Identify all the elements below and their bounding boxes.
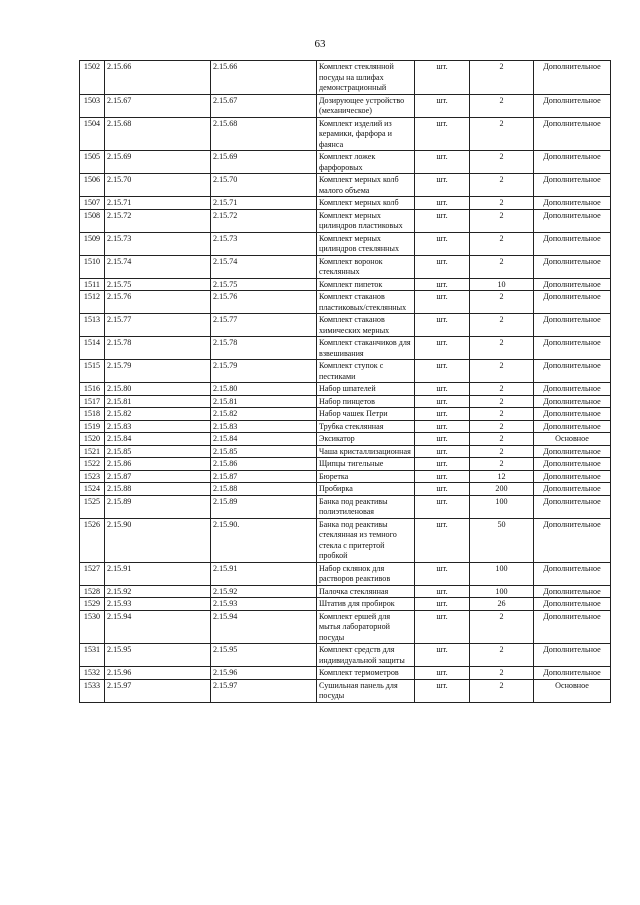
table-row: [80, 679, 611, 702]
item-unit: шт.: [415, 585, 470, 598]
item-code: 2.15.96: [105, 667, 211, 680]
item-code-secondary: 2.15.71: [211, 197, 317, 210]
item-type: Дополнительное: [534, 420, 611, 433]
table-row: [80, 518, 611, 562]
table-row: [80, 644, 611, 667]
item-code: 2.15.80: [105, 383, 211, 396]
item-quantity: 2: [470, 314, 534, 337]
item-code: 2.15.69: [105, 151, 211, 174]
row-number: 1524: [80, 483, 105, 496]
table-row: [80, 174, 611, 197]
item-name: Комплект воронок стеклянных: [317, 255, 415, 278]
item-type: Дополнительное: [534, 255, 611, 278]
item-code: 2.15.89: [105, 495, 211, 518]
item-type: Дополнительное: [534, 232, 611, 255]
item-type: Дополнительное: [534, 197, 611, 210]
row-number: 1529: [80, 598, 105, 611]
item-quantity: 2: [470, 337, 534, 360]
item-name: Комплект мерных колб малого объема: [317, 174, 415, 197]
item-code-secondary: 2.15.89: [211, 495, 317, 518]
item-unit: шт.: [415, 679, 470, 702]
row-number: 1513: [80, 314, 105, 337]
item-unit: шт.: [415, 518, 470, 562]
item-unit: шт.: [415, 495, 470, 518]
item-name: Комплект стаканов химических мерных: [317, 314, 415, 337]
item-code-secondary: 2.15.79: [211, 360, 317, 383]
item-name: Палочка стеклянная: [317, 585, 415, 598]
table-row: [80, 255, 611, 278]
item-unit: шт.: [415, 395, 470, 408]
item-type: Дополнительное: [534, 209, 611, 232]
item-code-secondary: 2.15.90.: [211, 518, 317, 562]
item-unit: шт.: [415, 174, 470, 197]
item-quantity: 50: [470, 518, 534, 562]
item-quantity: 2: [470, 679, 534, 702]
item-name: Набор чашек Петри: [317, 408, 415, 421]
item-type: Дополнительное: [534, 445, 611, 458]
item-type: Дополнительное: [534, 94, 611, 117]
item-type: Дополнительное: [534, 61, 611, 95]
item-quantity: 2: [470, 458, 534, 471]
item-quantity: 2: [470, 383, 534, 396]
item-code: 2.15.88: [105, 483, 211, 496]
row-number: 1521: [80, 445, 105, 458]
item-unit: шт.: [415, 562, 470, 585]
item-unit: шт.: [415, 314, 470, 337]
table-row: [80, 337, 611, 360]
item-type: Дополнительное: [534, 518, 611, 562]
item-code-secondary: 2.15.69: [211, 151, 317, 174]
item-code-secondary: 2.15.92: [211, 585, 317, 598]
item-unit: шт.: [415, 483, 470, 496]
table-row: [80, 117, 611, 151]
item-type: Дополнительное: [534, 562, 611, 585]
row-number: 1506: [80, 174, 105, 197]
row-number: 1507: [80, 197, 105, 210]
table-row: [80, 151, 611, 174]
row-number: 1523: [80, 470, 105, 483]
item-type: Дополнительное: [534, 470, 611, 483]
item-unit: шт.: [415, 420, 470, 433]
item-code-secondary: 2.15.84: [211, 433, 317, 446]
item-type: Дополнительное: [534, 151, 611, 174]
item-code: 2.15.90: [105, 518, 211, 562]
item-code: 2.15.82: [105, 408, 211, 421]
item-type: Дополнительное: [534, 667, 611, 680]
item-type: Дополнительное: [534, 360, 611, 383]
table-row: [80, 383, 611, 396]
item-quantity: 100: [470, 495, 534, 518]
item-unit: шт.: [415, 117, 470, 151]
item-unit: шт.: [415, 209, 470, 232]
item-name: Штатив для пробирок: [317, 598, 415, 611]
item-quantity: 2: [470, 117, 534, 151]
item-unit: шт.: [415, 291, 470, 314]
item-name: Дозирующее устройство (механическое): [317, 94, 415, 117]
item-unit: шт.: [415, 337, 470, 360]
item-name: Щипцы тигельные: [317, 458, 415, 471]
table-row: [80, 562, 611, 585]
item-type: Дополнительное: [534, 278, 611, 291]
item-unit: шт.: [415, 360, 470, 383]
item-unit: шт.: [415, 383, 470, 396]
item-code: 2.15.66: [105, 61, 211, 95]
item-code: 2.15.92: [105, 585, 211, 598]
item-code-secondary: 2.15.78: [211, 337, 317, 360]
item-type: Дополнительное: [534, 495, 611, 518]
item-unit: шт.: [415, 445, 470, 458]
item-code: 2.15.86: [105, 458, 211, 471]
item-unit: шт.: [415, 94, 470, 117]
item-name: Набор склянок для растворов реактивов: [317, 562, 415, 585]
item-name: Комплект термометров: [317, 667, 415, 680]
row-number: 1527: [80, 562, 105, 585]
table-row: [80, 433, 611, 446]
item-code-secondary: 2.15.81: [211, 395, 317, 408]
item-quantity: 2: [470, 174, 534, 197]
item-quantity: 10: [470, 278, 534, 291]
item-type: Дополнительное: [534, 483, 611, 496]
item-name: Сушильная панель для посуды: [317, 679, 415, 702]
item-unit: шт.: [415, 667, 470, 680]
item-type: Основное: [534, 433, 611, 446]
item-type: Дополнительное: [534, 408, 611, 421]
table-row: [80, 61, 611, 95]
item-name: Комплект ершей для мытья лабораторной посуды: [317, 610, 415, 644]
item-quantity: 2: [470, 232, 534, 255]
item-unit: шт.: [415, 598, 470, 611]
item-unit: шт.: [415, 470, 470, 483]
row-number: 1512: [80, 291, 105, 314]
item-quantity: 2: [470, 209, 534, 232]
item-code: 2.15.68: [105, 117, 211, 151]
row-number: 1531: [80, 644, 105, 667]
table-row: [80, 291, 611, 314]
item-code-secondary: 2.15.70: [211, 174, 317, 197]
item-type: Дополнительное: [534, 585, 611, 598]
row-number: 1516: [80, 383, 105, 396]
item-name: Комплект ложек фарфоровых: [317, 151, 415, 174]
item-quantity: 2: [470, 408, 534, 421]
row-number: 1525: [80, 495, 105, 518]
item-quantity: 26: [470, 598, 534, 611]
item-code-secondary: 2.15.67: [211, 94, 317, 117]
table-row: [80, 445, 611, 458]
table-row: [80, 278, 611, 291]
item-code: 2.15.73: [105, 232, 211, 255]
item-unit: шт.: [415, 644, 470, 667]
item-quantity: 12: [470, 470, 534, 483]
item-code: 2.15.94: [105, 610, 211, 644]
table-row: [80, 360, 611, 383]
item-name: Комплект ступок с пестиками: [317, 360, 415, 383]
item-quantity: 100: [470, 562, 534, 585]
item-code: 2.15.77: [105, 314, 211, 337]
page-number: 63: [314, 38, 326, 50]
item-code: 2.15.91: [105, 562, 211, 585]
item-unit: шт.: [415, 408, 470, 421]
item-unit: шт.: [415, 278, 470, 291]
table-row: [80, 483, 611, 496]
table-body: [80, 61, 611, 703]
table-row: [80, 420, 611, 433]
row-number: 1502: [80, 61, 105, 95]
item-code-secondary: 2.15.73: [211, 232, 317, 255]
item-code-secondary: 2.15.66: [211, 61, 317, 95]
row-number: 1503: [80, 94, 105, 117]
table-row: [80, 395, 611, 408]
row-number: 1514: [80, 337, 105, 360]
item-code-secondary: 2.15.96: [211, 667, 317, 680]
item-quantity: 2: [470, 291, 534, 314]
item-code: 2.15.97: [105, 679, 211, 702]
row-number: 1511: [80, 278, 105, 291]
item-type: Дополнительное: [534, 610, 611, 644]
item-name: Банка под реактивы стеклянная из темного стекла с притертой пробкой: [317, 518, 415, 562]
item-quantity: 2: [470, 433, 534, 446]
item-code-secondary: 2.15.82: [211, 408, 317, 421]
item-name: Эксикатор: [317, 433, 415, 446]
item-code: 2.15.74: [105, 255, 211, 278]
row-number: 1509: [80, 232, 105, 255]
item-type: Дополнительное: [534, 314, 611, 337]
item-code-secondary: 2.15.86: [211, 458, 317, 471]
item-unit: шт.: [415, 151, 470, 174]
table-row: [80, 585, 611, 598]
item-code: 2.15.67: [105, 94, 211, 117]
item-type: Дополнительное: [534, 383, 611, 396]
item-quantity: 2: [470, 445, 534, 458]
row-number: 1508: [80, 209, 105, 232]
item-name: Комплект средств для индивидуальной защиты: [317, 644, 415, 667]
item-quantity: 2: [470, 395, 534, 408]
row-number: 1522: [80, 458, 105, 471]
item-type: Дополнительное: [534, 644, 611, 667]
row-number: 1532: [80, 667, 105, 680]
table-row: [80, 495, 611, 518]
item-code: 2.15.87: [105, 470, 211, 483]
table-row: [80, 232, 611, 255]
item-name: Комплект стеклянной посуды на шлифах демонстрационный: [317, 61, 415, 95]
item-quantity: 2: [470, 420, 534, 433]
item-code-secondary: 2.15.94: [211, 610, 317, 644]
item-name: Банка под реактивы полиэтиленовая: [317, 495, 415, 518]
item-type: Дополнительное: [534, 117, 611, 151]
row-number: 1515: [80, 360, 105, 383]
item-code-secondary: 2.15.72: [211, 209, 317, 232]
table-row: [80, 408, 611, 421]
item-code-secondary: 2.15.88: [211, 483, 317, 496]
table-row: [80, 610, 611, 644]
item-code: 2.15.72: [105, 209, 211, 232]
item-code-secondary: 2.15.91: [211, 562, 317, 585]
row-number: 1528: [80, 585, 105, 598]
equipment-table: [79, 60, 611, 703]
item-name: Комплект мерных колб: [317, 197, 415, 210]
item-quantity: 200: [470, 483, 534, 496]
item-code: 2.15.84: [105, 433, 211, 446]
item-quantity: 100: [470, 585, 534, 598]
item-name: Комплект пипеток: [317, 278, 415, 291]
row-number: 1510: [80, 255, 105, 278]
item-quantity: 2: [470, 61, 534, 95]
item-type: Дополнительное: [534, 395, 611, 408]
item-name: Набор шпателей: [317, 383, 415, 396]
item-code: 2.15.85: [105, 445, 211, 458]
item-type: Дополнительное: [534, 337, 611, 360]
item-quantity: 2: [470, 151, 534, 174]
item-code-secondary: 2.15.95: [211, 644, 317, 667]
table-row: [80, 314, 611, 337]
item-code: 2.15.81: [105, 395, 211, 408]
item-type: Основное: [534, 679, 611, 702]
item-code-secondary: 2.15.68: [211, 117, 317, 151]
row-number: 1505: [80, 151, 105, 174]
table-row: [80, 458, 611, 471]
item-code-secondary: 2.15.77: [211, 314, 317, 337]
item-quantity: 2: [470, 255, 534, 278]
item-unit: шт.: [415, 610, 470, 644]
item-code: 2.15.78: [105, 337, 211, 360]
item-code: 2.15.71: [105, 197, 211, 210]
item-unit: шт.: [415, 255, 470, 278]
table-row: [80, 209, 611, 232]
row-number: 1518: [80, 408, 105, 421]
item-name: Набор пинцетов: [317, 395, 415, 408]
row-number: 1530: [80, 610, 105, 644]
item-name: Трубка стеклянная: [317, 420, 415, 433]
row-number: 1517: [80, 395, 105, 408]
item-code: 2.15.93: [105, 598, 211, 611]
item-quantity: 2: [470, 197, 534, 210]
item-code-secondary: 2.15.83: [211, 420, 317, 433]
item-name: Комплект мерных цилиндров пластиковых: [317, 209, 415, 232]
row-number: 1526: [80, 518, 105, 562]
item-code-secondary: 2.15.93: [211, 598, 317, 611]
item-unit: шт.: [415, 232, 470, 255]
table-row: [80, 94, 611, 117]
item-code: 2.15.95: [105, 644, 211, 667]
item-code-secondary: 2.15.76: [211, 291, 317, 314]
item-name: Комплект изделий из керамики, фарфора и фаянса: [317, 117, 415, 151]
item-code: 2.15.70: [105, 174, 211, 197]
table-row: [80, 197, 611, 210]
item-unit: шт.: [415, 458, 470, 471]
item-type: Дополнительное: [534, 174, 611, 197]
item-quantity: 2: [470, 94, 534, 117]
item-code: 2.15.75: [105, 278, 211, 291]
row-number: 1504: [80, 117, 105, 151]
item-code-secondary: 2.15.87: [211, 470, 317, 483]
row-number: 1520: [80, 433, 105, 446]
item-name: Бюретка: [317, 470, 415, 483]
item-code-secondary: 2.15.74: [211, 255, 317, 278]
item-code-secondary: 2.15.85: [211, 445, 317, 458]
item-unit: шт.: [415, 197, 470, 210]
item-quantity: 2: [470, 360, 534, 383]
item-name: Комплект стаканчиков для взвешивания: [317, 337, 415, 360]
item-unit: шт.: [415, 61, 470, 95]
item-code-secondary: 2.15.75: [211, 278, 317, 291]
item-code-secondary: 2.15.97: [211, 679, 317, 702]
table-row: [80, 598, 611, 611]
item-unit: шт.: [415, 433, 470, 446]
row-number: 1533: [80, 679, 105, 702]
item-name: Комплект стаканов пластиковых/стеклянных: [317, 291, 415, 314]
item-code: 2.15.83: [105, 420, 211, 433]
item-name: Комплект мерных цилиндров стеклянных: [317, 232, 415, 255]
item-type: Дополнительное: [534, 598, 611, 611]
item-quantity: 2: [470, 667, 534, 680]
item-type: Дополнительное: [534, 458, 611, 471]
item-name: Чаша кристаллизационная: [317, 445, 415, 458]
item-code-secondary: 2.15.80: [211, 383, 317, 396]
row-number: 1519: [80, 420, 105, 433]
table-row: [80, 470, 611, 483]
item-name: Пробирка: [317, 483, 415, 496]
item-code: 2.15.76: [105, 291, 211, 314]
item-code: 2.15.79: [105, 360, 211, 383]
table-row: [80, 667, 611, 680]
item-quantity: 2: [470, 610, 534, 644]
item-quantity: 2: [470, 644, 534, 667]
item-type: Дополнительное: [534, 291, 611, 314]
